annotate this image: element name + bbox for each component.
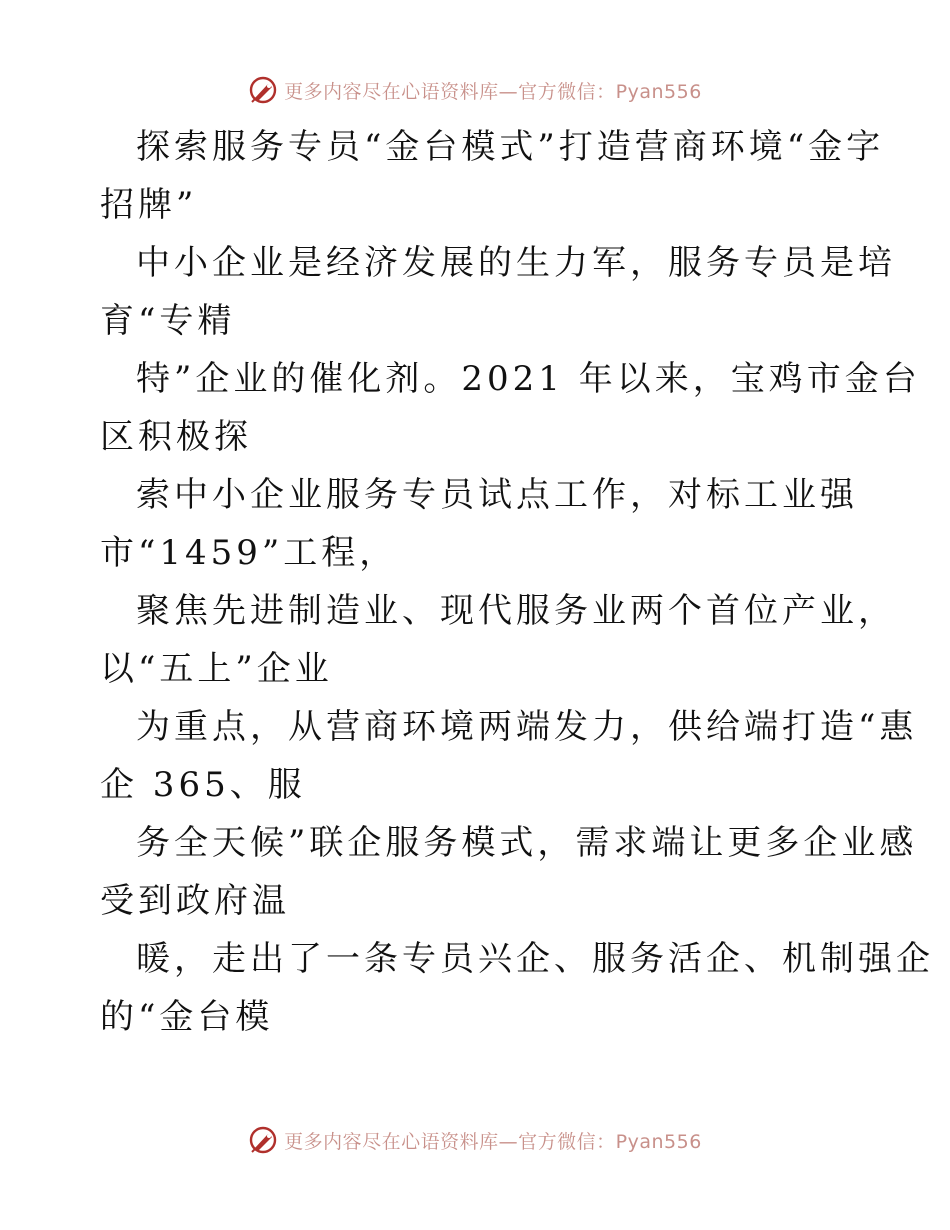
paragraph-line: 受到政府温 [100, 881, 290, 921]
paragraph-line: 的“金台模 [100, 997, 274, 1037]
paragraph-line: 企 365、服 [100, 765, 306, 805]
paragraph-line: 索中小企业服务专员试点工作，对标工业强 [136, 475, 858, 515]
pen-nib-logo-icon [248, 75, 278, 105]
paragraph-line: 以“五上”企业 [100, 649, 333, 689]
paragraph-line: 探索服务专员“金台模式”打造营商环境“金字 [136, 127, 885, 167]
footer-banner-text: 更多内容尽在心语资料库—官方微信：Pyan556 [284, 1130, 702, 1153]
document-body [100, 118, 934, 1046]
paragraph-line: 中小企业是经济发展的生力军，服务专员是培 [136, 243, 896, 283]
paragraph-line: 育“专精 [100, 301, 236, 341]
paragraph-line: 特”企业的催化剂。2021 年以来，宝鸡市金台 [136, 359, 921, 399]
header-banner-text: 更多内容尽在心语资料库—官方微信：Pyan556 [284, 80, 702, 103]
paragraph-line: 市“1459”工程， [100, 533, 398, 573]
paragraph-line: 聚焦先进制造业、现代服务业两个首位产业， [136, 591, 896, 631]
paragraph-line: 暖，走出了一条专员兴企、服务活企、机制强企 [136, 939, 934, 979]
paragraph-line: 务全天候”联企服务模式，需求端让更多企业感 [136, 823, 918, 863]
paragraph-line: 区积极探 [100, 417, 252, 457]
paragraph-line: 招牌” [100, 185, 198, 225]
paragraph-line: 为重点，从营商环境两端发力，供给端打造“惠 [136, 707, 918, 747]
pen-nib-logo-icon [248, 1125, 278, 1155]
footer-banner [0, 1122, 950, 1158]
header-banner [0, 72, 950, 108]
